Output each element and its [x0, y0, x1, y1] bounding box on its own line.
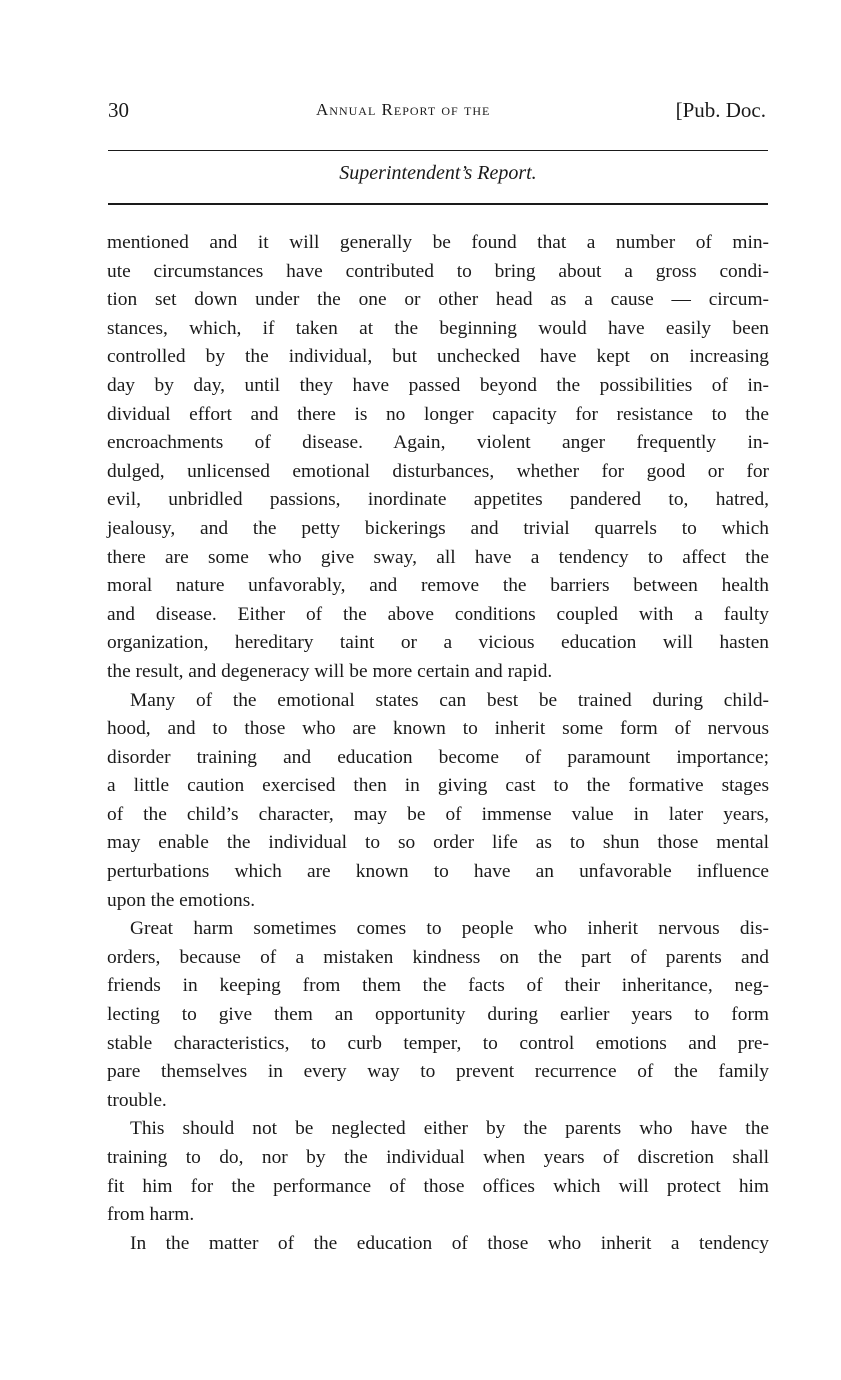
- paragraph: [107, 1115, 769, 1229]
- text-line: friends in keeping from them the facts of their inheritance, neg-: [107, 975, 769, 997]
- text-line: In the matter of the education of those who inherit a tendency: [130, 1232, 769, 1254]
- text-line: training to do, nor by the individual when years of discretion shall: [107, 1147, 769, 1168]
- header-rule: [108, 150, 768, 151]
- text-line: lecting to give them an opportunity during earlier years to form: [107, 1004, 769, 1026]
- text-line: encroachments of disease. Again, violent anger frequently in-: [107, 432, 769, 454]
- running-title: Annual Report of the: [316, 100, 491, 119]
- text-line: dulged, unlicensed emotional disturbances, whether for good or for: [107, 460, 769, 482]
- text-line: dividual effort and there is no longer capacity for resistance to the: [107, 403, 769, 425]
- body-text: [107, 229, 769, 1258]
- text-line: of the child’s character, may be of immense value in later years,: [107, 803, 769, 825]
- text-line: hood, and to those who are known to inherit some form of nervous: [107, 718, 769, 740]
- page-header: [108, 98, 768, 128]
- text-line: tion set down under the one or other head as a cause — circum-: [107, 289, 769, 311]
- text-line: there are some who give sway, all have a tendency to affect the: [107, 546, 769, 568]
- text-line: stable characteristics, to curb temper, to control emotions and pre-: [107, 1032, 769, 1054]
- text-line: pare themselves in every way to prevent recurrence of the family: [107, 1061, 769, 1083]
- text-line: a little caution exercised then in giving cast to the formative stages: [107, 775, 769, 797]
- text-line: perturbations which are known to have an unfavorable influence: [107, 861, 769, 883]
- text-line: stances, which, if taken at the beginning would have easily been: [107, 317, 769, 339]
- text-line: disorder training and education become of paramount importance;: [107, 746, 769, 768]
- text-line: and disease. Either of the above conditions coupled with a faulty: [107, 603, 769, 625]
- text-line: upon the emotions.: [107, 889, 256, 911]
- text-line: ute circumstances have contributed to bring about a gross condi-: [107, 260, 769, 282]
- text-line: may enable the individual to so order life as to shun those mental: [107, 832, 769, 854]
- text-line: from harm.: [107, 1204, 195, 1226]
- text-line: This should not be neglected either by the parents who have the: [130, 1118, 769, 1140]
- text-line: moral nature unfavorably, and remove the barriers between health: [107, 575, 769, 597]
- text-line: day by day, until they have passed beyond the possibilities of in-: [107, 374, 769, 396]
- subtitle-rule: [108, 203, 768, 205]
- text-line: the result, and degeneracy will be more certain and rapid.: [107, 660, 553, 682]
- text-line: fit him for the performance of those offices which will protect him: [107, 1175, 769, 1197]
- text-line: organization, hereditary taint or a vicious education will hasten: [107, 632, 769, 654]
- paragraph: [107, 229, 769, 687]
- text-line: jealousy, and the petty bickerings and trivial quarrels to which: [107, 517, 769, 539]
- document-label: [Pub. Doc.: [675, 98, 766, 122]
- paragraph: [107, 1230, 769, 1259]
- text-line: trouble.: [107, 1089, 167, 1111]
- text-line: controlled by the individual, but unchecked have kept on increasing: [107, 346, 769, 368]
- paragraph: [107, 687, 769, 916]
- paragraph: [107, 915, 769, 1115]
- text-line: Many of the emotional states can best be trained during child-: [130, 689, 769, 711]
- text-line: mentioned and it will generally be found that a number of min-: [107, 232, 769, 253]
- text-line: evil, unbridled passions, inordinate appetites pandered to, hatred,: [107, 489, 769, 511]
- section-subtitle: Superintendent’s Report.: [339, 162, 537, 184]
- page-number: 30: [108, 98, 129, 122]
- text-line: orders, because of a mistaken kindness on the part of parents and: [107, 946, 769, 968]
- text-line: Great harm sometimes comes to people who inherit nervous dis-: [130, 918, 769, 940]
